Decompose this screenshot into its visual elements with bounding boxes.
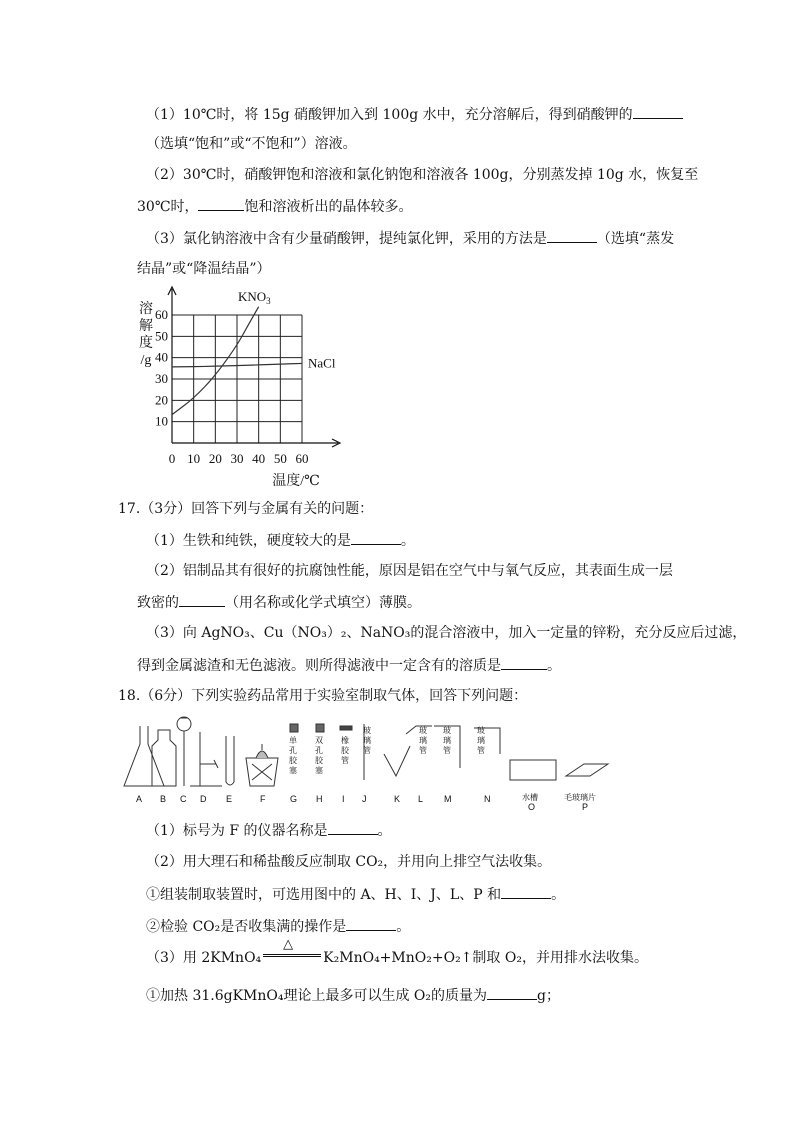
apparatus-label-h: 双孔胶塞 [315,736,323,775]
q18-heading-text: 18.（6分）下列实验药品常用于实验室制取气体，回答下列问题： [118,688,528,704]
q17-part2-line2 [137,592,421,613]
apparatus-label-j: 玻璃管 [363,726,371,755]
q18-text: 。 [551,887,566,903]
y-tick-label: 40 [155,349,168,365]
answer-blank[interactable] [351,530,401,545]
apparatus-letter-m: M [444,794,452,804]
q16-part2-line1 [146,165,698,185]
q17-text: 。 [400,533,415,549]
q18-part3-i [146,985,560,1006]
q16-text: （3）氯化钠溶液中含有少量硝酸钾，提纯氯化钾，采用的方法是 [146,231,547,247]
y-tick-label: 50 [155,328,168,344]
q18-part1 [146,820,392,841]
q17-part1 [146,530,415,551]
answer-blank[interactable] [547,228,597,243]
answer-blank[interactable] [346,916,396,931]
q16-text: （选填“饱和”或“不饱和”）溶液。 [146,136,357,152]
q16-part3-line1 [146,228,674,249]
q17-heading-text: 17.（3分）回答下列与金属有关的问题： [118,501,374,517]
q18-text: K₂MnO₄+MnO₂+O₂↑制取 O₂，并用排水法收集。 [323,950,648,966]
q16-text: （1）10℃时，将 15g 硝酸钾加入到 100g 水中，充分溶解后，得到硝酸钾的 [146,107,633,123]
apparatus-label-o: 水槽 [522,793,538,802]
apparatus-label-l: 玻璃管 [419,726,427,755]
q16-part2-line2 [137,196,412,217]
q17-heading [118,499,373,519]
y-tick-label: 60 [155,307,168,322]
q16-part1-line2 [146,134,357,154]
series-label-kno3: $KNO_3$ [238,289,271,306]
apparatus-letter-g: G [290,794,298,804]
answer-blank[interactable] [487,985,537,1000]
x-tick-label: 40 [252,451,266,466]
apparatus-label-i: 橡胶管 [341,736,349,765]
q18-text: ①组装制取装置时，可选用图中的 A、H、I、J、L、P 和 [146,887,502,903]
q17-text: （1）生铁和纯铁，硬度较大的是 [146,533,351,549]
q16-text: 饱和溶液析出的晶体较多。 [244,199,413,215]
q16-part3-line2 [137,259,270,279]
q16-text: 结晶”或“降温结晶”） [137,261,271,277]
y-axis-label-char: /g [140,353,152,368]
q18-part2-ii [146,916,410,937]
apparatus-label-p: 毛玻璃片 [564,793,596,802]
apparatus-letter-n: N [484,794,491,804]
apparatus-letter-f: F [260,794,266,804]
apparatus-letter-a: A [136,794,143,804]
x-tick-label: 20 [208,451,222,466]
series-label-nacl: NaCl [308,355,336,371]
y-axis-label-char: 解 [139,319,153,334]
y-axis-label-char: 度 [139,336,153,351]
q18-part2 [146,852,551,872]
q17-text: 致密的 [137,595,179,611]
q16-text: 30℃时， [137,199,199,215]
x-tick-label: 60 [295,451,309,466]
apparatus-label-n: 玻璃管 [477,726,485,755]
x-tick-label: 30 [230,451,244,466]
apparatus-letter-i: I [342,794,345,804]
answer-blank[interactable] [198,196,244,211]
q18-text: ②检验 CO₂是否收集满的操作是 [146,919,347,935]
q16-text: （2）30℃时，硝酸钾饱和溶液和氯化钠饱和溶液各 100g，分别蒸发掉 10g 水，恢复至 [146,167,699,183]
answer-blank[interactable] [501,884,551,899]
q18-text: ①加热 31.6gKMnO₄理论上最多可以生成 O₂的质量为 [146,988,488,1004]
chart-grid [172,315,302,443]
q18-part3 [146,937,648,968]
q18-text: （1）标号为 F 的仪器名称是 [146,823,328,839]
answer-blank[interactable] [179,592,225,607]
y-tick-label: 10 [155,413,168,429]
y-tick-label: 30 [155,371,168,386]
x-tick-label: 10 [187,451,201,466]
q16-text: （选填“蒸发 [596,231,675,247]
reaction-condition [261,937,323,962]
apparatus-letter-l: L [418,794,424,804]
apparatus-label-g: 单孔胶塞 [289,736,297,775]
apparatus-letter-j: J [362,794,367,804]
q17-part2-line1 [146,561,673,581]
heat-symbol: △ [283,937,294,952]
q18-text: g； [537,988,560,1004]
reaction-arrow-line [263,954,321,957]
apparatus-label-m: 玻璃管 [443,726,451,755]
q16-part1-line1 [146,104,683,125]
q18-text: 。 [396,919,411,935]
apparatus-letter-k: K [394,794,401,804]
apparatus-letter-h: H [316,794,323,804]
solubility-chart [130,285,360,495]
apparatus-letter-c: C [180,794,187,804]
q17-text: （用名称或化学式填空）薄膜。 [225,595,421,611]
q17-part3-line1 [146,623,746,643]
apparatus-labels [118,714,618,812]
y-tick-label: 20 [155,392,168,408]
apparatus-letter-d: D [200,794,207,804]
answer-blank[interactable] [328,820,378,835]
apparatus-letter-b: B [160,794,167,804]
q18-part2-i [146,884,565,905]
x-tick-label: 0 [168,451,176,466]
q18-text: （2）用大理石和稀盐酸反应制取 CO₂，并用向上排空气法收集。 [146,854,552,870]
q18-heading [118,686,527,706]
q17-text: （2）铝制品其有很好的抗腐蚀性能，原因是铝在空气中与氧气反应，其表面生成一层 [146,563,673,579]
apparatus-letter-p: P [582,802,589,812]
answer-blank[interactable] [501,655,547,670]
q17-text: （3）向 AgNO₃、Cu（NO₃）₂、NaNO₃的混合溶液中，加入一定量的锌粉，充分反应后过滤， [146,625,747,641]
apparatus-letter-e: E [226,794,233,804]
chart-ticks [155,307,309,466]
q17-part3-line2 [137,655,561,676]
apparatus-letter-o: O [528,802,536,812]
q18-text: （3）用 2KMnO₄ [146,950,262,966]
q17-text: 得到金属滤渣和无色滤液。则所得滤液中一定含有的溶质是 [137,658,501,674]
answer-blank[interactable] [633,104,683,119]
x-axis-label: 温度/℃ [272,474,320,489]
y-axis-label-char: 溶 [139,302,153,317]
q18-text: 。 [377,823,392,839]
q17-text: 。 [547,658,561,674]
x-tick-label: 50 [273,451,287,466]
